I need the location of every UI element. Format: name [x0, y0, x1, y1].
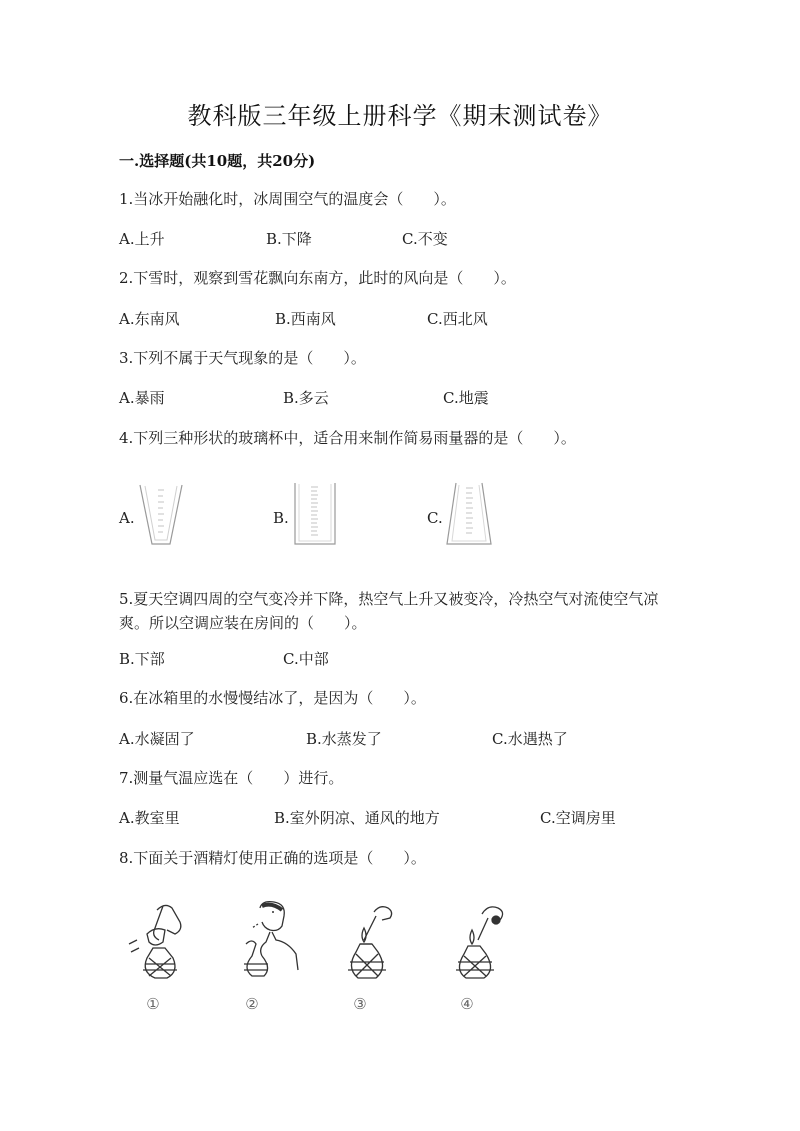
option-6c[interactable]: C.水遇热了 [492, 730, 568, 748]
lamp-blowing-icon[interactable] [232, 898, 302, 982]
option-7a[interactable]: A.教室里 [119, 809, 180, 827]
option-7c[interactable]: C.空调房里 [540, 809, 616, 827]
question-3: 3.下列不属于天气现象的是（ ）。 [119, 349, 366, 367]
option-4a-label[interactable]: A. [119, 509, 135, 527]
page-title: 教科版三年级上册科学《期末测试卷》 [187, 102, 613, 130]
option-5b[interactable]: B.下部 [119, 650, 165, 668]
question-2: 2.下雪时，观察到雪花飘向东南方，此时的风向是（ ）。 [119, 269, 516, 287]
option-7b[interactable]: B.室外阴凉、通风的地方 [274, 809, 440, 827]
option-1b[interactable]: B.下降 [266, 230, 312, 248]
flared-cup-icon[interactable] [137, 482, 185, 548]
figure-label-3: ③ [353, 995, 367, 1013]
question-8: 8.下面关于酒精灯使用正确的选项是（ ）。 [119, 849, 426, 867]
question-5: 5.夏天空调四周的空气变冷并下降，热空气上升又被变冷，冷热空气对流使空气凉爽。所以空调应装在房间的（ ）。 [119, 590, 659, 632]
lamp-capping-icon[interactable] [125, 900, 195, 982]
figure-label-1: ① [146, 995, 160, 1013]
option-1c[interactable]: C.不变 [402, 230, 448, 248]
figure-label-2: ② [245, 995, 259, 1013]
lamp-match-icon[interactable] [338, 900, 404, 982]
question-6: 6.在冰箱里的水慢慢结冰了，是因为（ ）。 [119, 689, 426, 707]
option-2a[interactable]: A.东南风 [119, 310, 180, 328]
tapered-cup-icon[interactable] [444, 480, 494, 548]
question-4: 4.下列三种形状的玻璃杯中，适合用来制作简易雨量器的是（ ）。 [119, 429, 576, 447]
option-1a[interactable]: A.上升 [119, 230, 165, 248]
figure-label-4: ④ [460, 995, 474, 1013]
option-2c[interactable]: C.西北风 [427, 310, 488, 328]
option-6b[interactable]: B.水蒸发了 [306, 730, 382, 748]
option-3b[interactable]: B.多云 [283, 389, 329, 407]
question-1: 1.当冰开始融化时，冰周围空气的温度会（ ）。 [119, 190, 456, 208]
question-7: 7.测量气温应选在（ ）进行。 [119, 769, 344, 787]
option-2b[interactable]: B.西南风 [275, 310, 336, 328]
option-3a[interactable]: A.暴雨 [119, 389, 165, 407]
straight-cup-icon[interactable] [292, 480, 338, 548]
option-4c-label[interactable]: C. [427, 509, 443, 527]
option-3c[interactable]: C.地震 [443, 389, 489, 407]
lamp-tilted-icon[interactable] [448, 900, 514, 982]
section-heading: 一.选择题(共10题，共20分) [119, 152, 316, 170]
option-5c[interactable]: C.中部 [283, 650, 329, 668]
option-4b-label[interactable]: B. [273, 509, 289, 527]
option-6a[interactable]: A.水凝固了 [119, 730, 195, 748]
